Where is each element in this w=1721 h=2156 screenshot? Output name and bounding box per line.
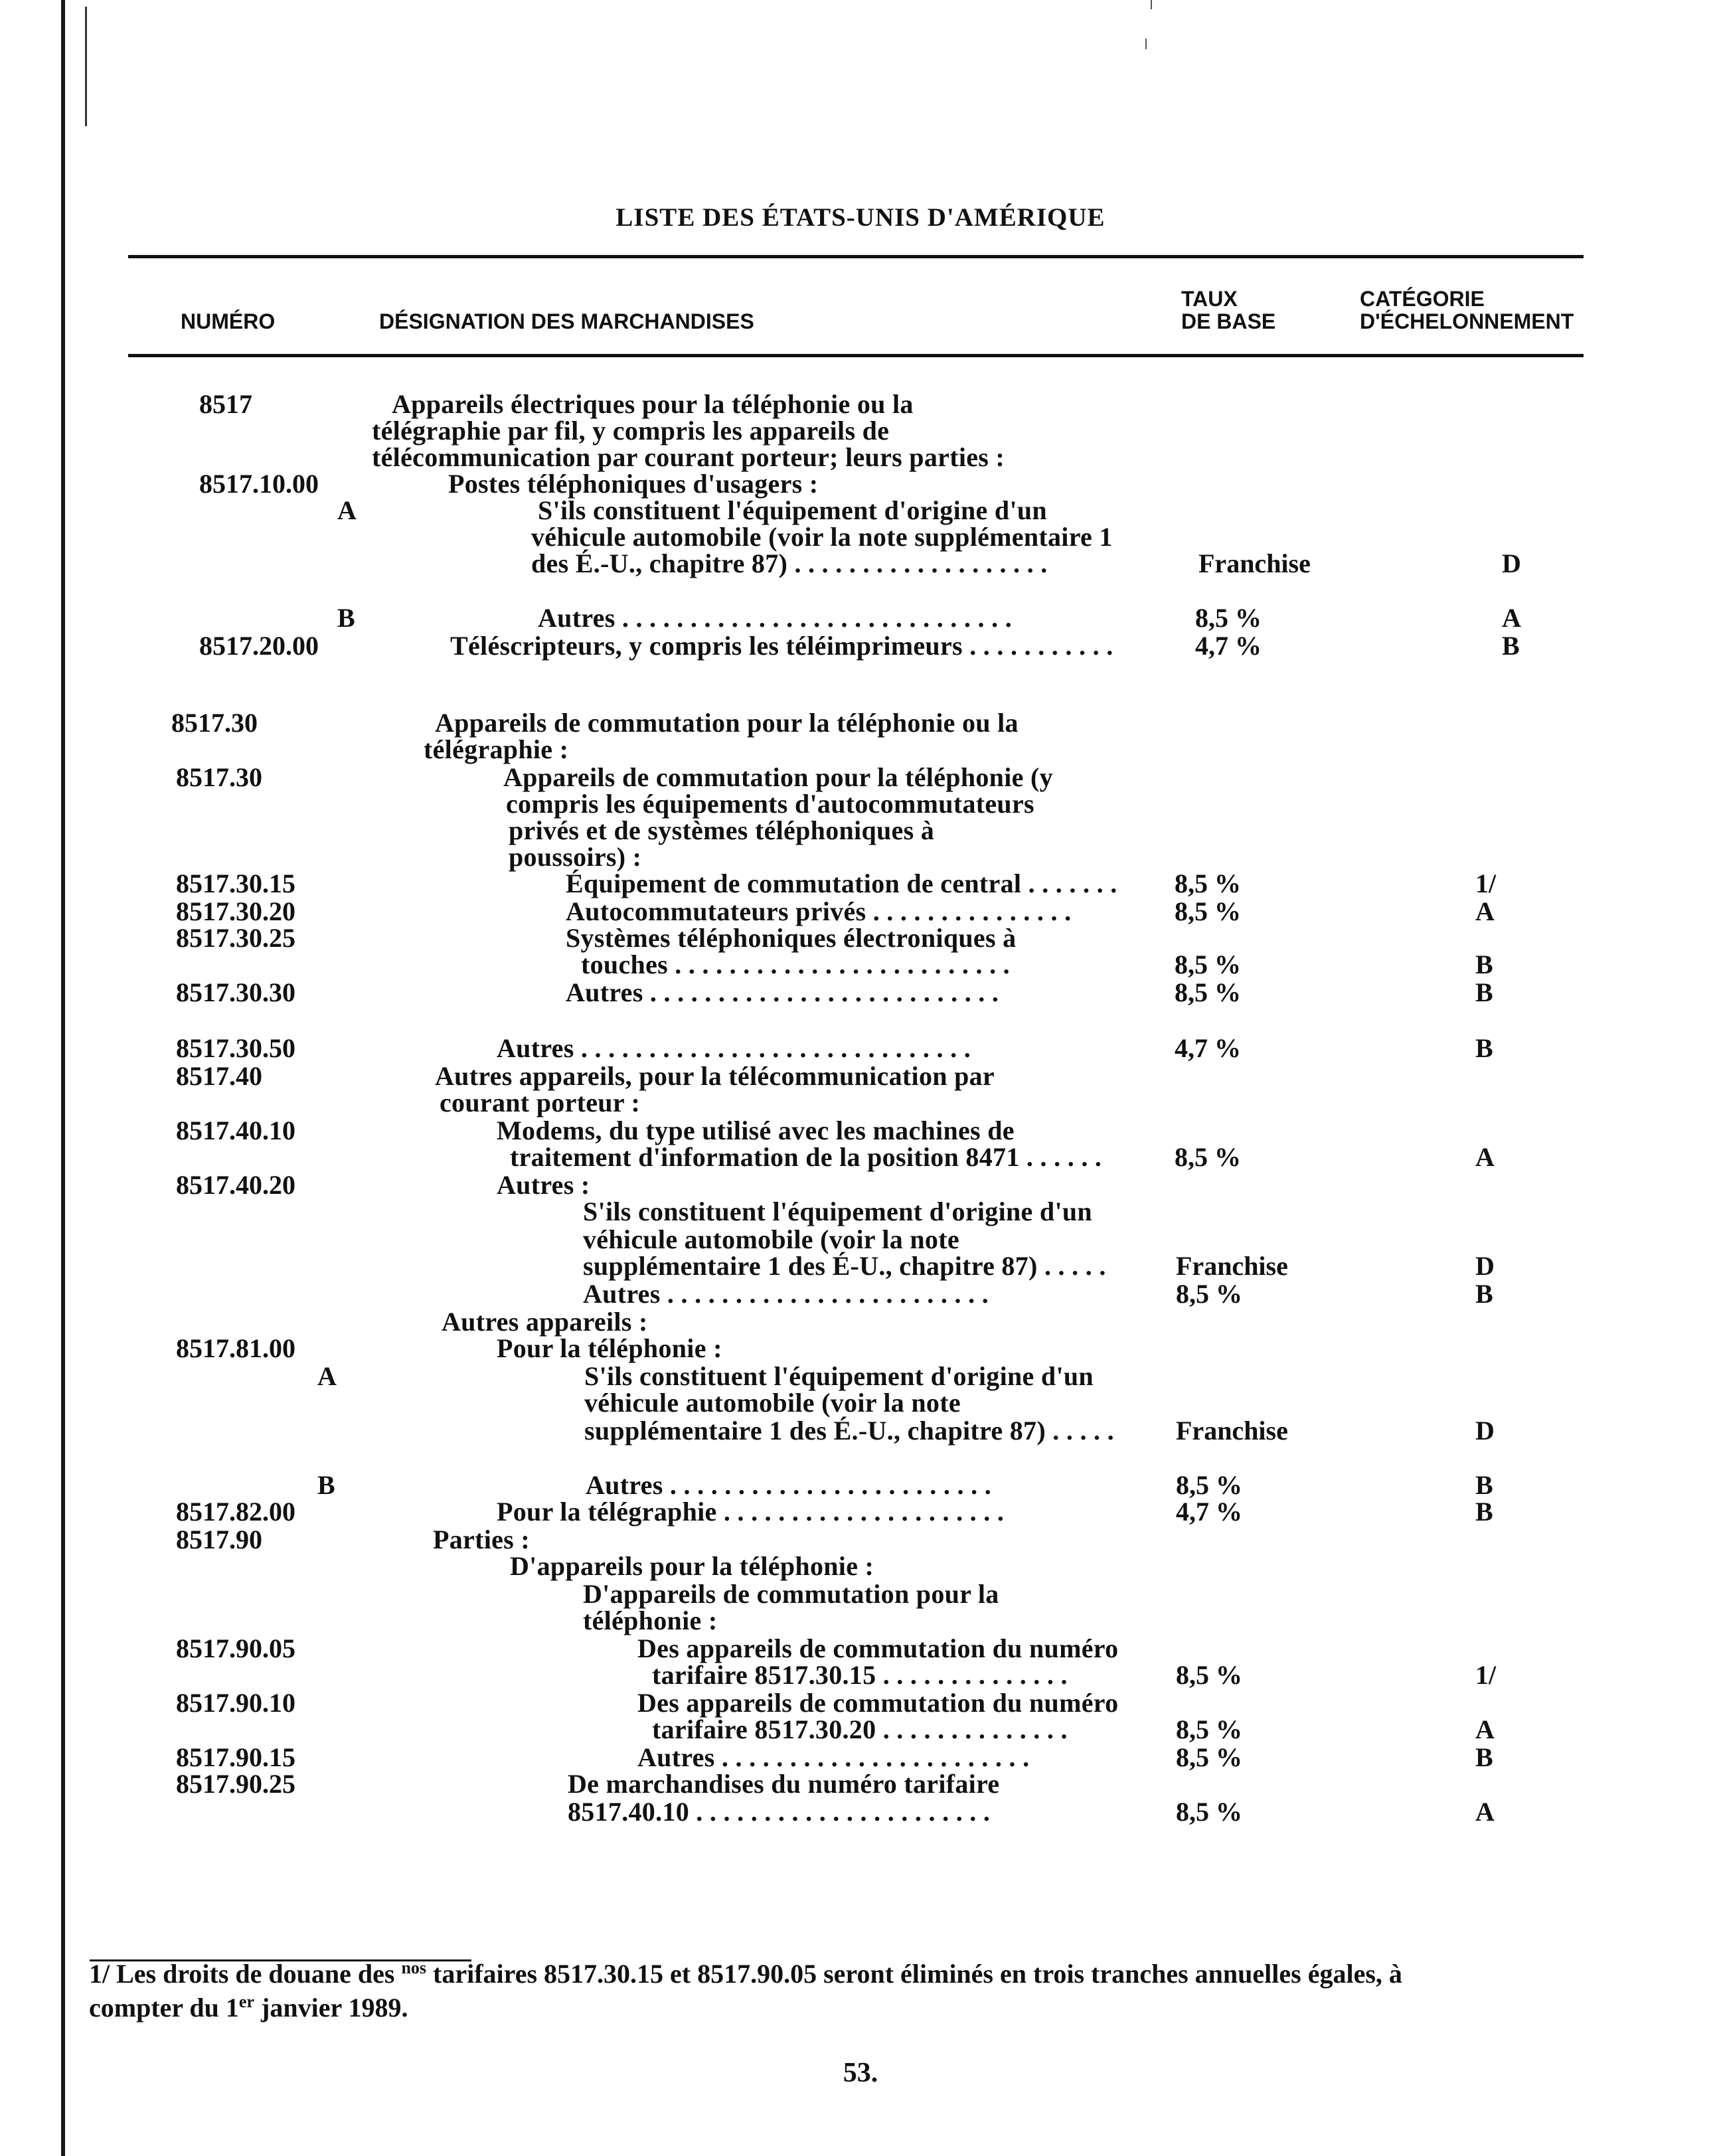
tariff-number: 8517.40.10 bbox=[176, 1116, 295, 1145]
footnote-superscript: er bbox=[238, 1992, 255, 2011]
base-rate: 8,5 % bbox=[1175, 1142, 1241, 1172]
footnote bbox=[89, 1959, 1550, 2027]
base-rate: 8,5 % bbox=[1175, 869, 1241, 898]
base-rate: 4,7 % bbox=[1175, 1033, 1241, 1063]
goods-description: Autres . . . . . . . . . . . . . . . . . . . . . . . . bbox=[583, 1279, 989, 1309]
base-rate: 8,5 % bbox=[1176, 1279, 1242, 1309]
goods-description: compris les équipements d'autocommutateurs bbox=[506, 789, 1034, 819]
goods-description: Systèmes téléphoniques électroniques à bbox=[566, 923, 1017, 953]
header-taux-line2: DE BASE bbox=[1181, 309, 1276, 333]
goods-description: poussoirs) : bbox=[509, 842, 642, 872]
tariff-number: 8517.30.25 bbox=[176, 923, 295, 953]
staging-category: B bbox=[1475, 950, 1493, 979]
tariff-number: 8517.90 bbox=[176, 1525, 262, 1554]
base-rate: 4,7 % bbox=[1195, 631, 1262, 661]
goods-description: véhicule automobile (voir la note bbox=[583, 1224, 959, 1254]
goods-description: véhicule automobile (voir la note bbox=[584, 1388, 961, 1418]
goods-description: Pour la téléphonie : bbox=[497, 1333, 722, 1363]
tariff-number: 8517.10.00 bbox=[199, 469, 319, 499]
staging-category: 1/ bbox=[1475, 1660, 1497, 1690]
base-rate: 8,5 % bbox=[1195, 603, 1262, 633]
goods-description: 8517.40.10 . . . . . . . . . . . . . . . . . . . . . . bbox=[568, 1797, 991, 1827]
scan-mark bbox=[1151, 0, 1152, 9]
base-rate: 8,5 % bbox=[1176, 1797, 1242, 1827]
goods-description: Autres appareils : bbox=[442, 1307, 648, 1337]
header-categorie-line1: CATÉGORIE bbox=[1360, 287, 1485, 311]
header-categorie-line2: D'ÉCHELONNEMENT bbox=[1360, 309, 1574, 333]
staging-category: A bbox=[1475, 1797, 1495, 1827]
goods-description: supplémentaire 1 des É.-U., chapitre 87) . . . . . bbox=[584, 1416, 1114, 1446]
footnote-superscript: nos bbox=[401, 1958, 427, 1977]
goods-description: S'ils constituent l'équipement d'origine d'un bbox=[583, 1197, 1092, 1226]
goods-description: Autres . . . . . . . . . . . . . . . . . . . . . . . . . . . . . bbox=[538, 603, 1013, 633]
tariff-number: 8517.40 bbox=[176, 1061, 262, 1091]
staging-category: A bbox=[1502, 603, 1521, 633]
base-rate: 8,5 % bbox=[1176, 1742, 1242, 1772]
goods-description: Postes téléphoniques d'usagers : bbox=[448, 469, 819, 499]
tariff-number: 8517 bbox=[199, 389, 252, 419]
goods-description: Modems, du type utilisé avec les machines de bbox=[497, 1116, 1015, 1145]
goods-description: Autres . . . . . . . . . . . . . . . . . . . . . . . bbox=[637, 1742, 1030, 1772]
staging-category: D bbox=[1502, 548, 1521, 578]
goods-description: télécommunication par courant porteur; leurs parties : bbox=[372, 442, 1005, 472]
base-rate: 8,5 % bbox=[1175, 896, 1241, 926]
footnote-marker: 1/ bbox=[89, 1959, 110, 1989]
staging-category: A bbox=[1475, 1142, 1495, 1172]
goods-description: Pour la télégraphie . . . . . . . . . . . . . . . . . . . . . bbox=[497, 1497, 1005, 1527]
goods-description: D'appareils de commutation pour la bbox=[583, 1579, 999, 1609]
tariff-number: 8517.30 bbox=[171, 708, 258, 738]
footnote-text: janvier 1989. bbox=[261, 1993, 408, 2023]
tariff-number: 8517.90.10 bbox=[176, 1688, 295, 1718]
tariff-number: B bbox=[317, 1470, 335, 1500]
goods-description: Autres . . . . . . . . . . . . . . . . . . . . . . . . . . bbox=[566, 977, 999, 1007]
base-rate: 8,5 % bbox=[1175, 950, 1241, 979]
header-taux-line1: TAUX bbox=[1181, 287, 1238, 311]
staging-category: A bbox=[1475, 1714, 1495, 1744]
staging-category: B bbox=[1475, 1470, 1493, 1500]
base-rate: 8,5 % bbox=[1175, 977, 1241, 1007]
tariff-number: 8517.30.20 bbox=[176, 896, 295, 926]
goods-description: privés et de systèmes téléphoniques à bbox=[509, 815, 935, 845]
goods-description: Équipement de commutation de central . . . . . . . bbox=[566, 869, 1117, 898]
goods-description: Appareils de commutation pour la téléphonie (y bbox=[503, 762, 1053, 792]
goods-description: S'ils constituent l'équipement d'origine d'un bbox=[584, 1361, 1094, 1391]
base-rate: 4,7 % bbox=[1176, 1497, 1242, 1527]
goods-description: Des appareils de commutation du numéro bbox=[637, 1633, 1119, 1663]
staging-category: 1/ bbox=[1475, 869, 1497, 898]
tariff-number: 8517.90.15 bbox=[176, 1742, 295, 1772]
footnote-text: tarifaires 8517.30.15 et 8517.90.05 seront éliminés en trois tranches annuelles égales, à bbox=[433, 1959, 1402, 1989]
staging-category: D bbox=[1475, 1251, 1495, 1281]
tariff-number: 8517.90.05 bbox=[176, 1633, 295, 1663]
header-numero: NUMÉRO bbox=[181, 309, 276, 333]
staging-category: B bbox=[1475, 1742, 1493, 1772]
goods-description: télégraphie par fil, y compris les appareils de bbox=[372, 416, 890, 446]
tariff-number: 8517.20.00 bbox=[199, 631, 319, 661]
tariff-number: 8517.40.20 bbox=[176, 1170, 295, 1200]
goods-description: des É.-U., chapitre 87) . . . . . . . . . . . . . . . . . . . bbox=[531, 548, 1048, 578]
tariff-number: A bbox=[317, 1361, 337, 1391]
tariff-number: 8517.81.00 bbox=[176, 1333, 295, 1363]
goods-description: Appareils de commutation pour la téléphonie ou la bbox=[435, 708, 1019, 738]
goods-description: De marchandises du numéro tarifaire bbox=[568, 1769, 1000, 1799]
goods-description: véhicule automobile (voir la note supplémentaire 1 bbox=[531, 522, 1113, 552]
staging-category: D bbox=[1475, 1416, 1495, 1446]
goods-description: Parties : bbox=[433, 1525, 530, 1554]
staging-category: B bbox=[1475, 977, 1493, 1007]
goods-description: Autres . . . . . . . . . . . . . . . . . . . . . . . . bbox=[586, 1470, 992, 1500]
tariff-number: A bbox=[337, 495, 357, 525]
header-top-rule bbox=[128, 255, 1584, 258]
document-title: LISTE DES ÉTATS-UNIS D'AMÉRIQUE bbox=[615, 203, 1106, 232]
base-rate: 8,5 % bbox=[1176, 1470, 1242, 1500]
goods-description: traitement d'information de la position 8471 . . . . . . bbox=[510, 1142, 1102, 1172]
header-designation: DÉSIGNATION DES MARCHANDISES bbox=[379, 309, 754, 333]
goods-description: S'ils constituent l'équipement d'origine d'un bbox=[538, 495, 1047, 525]
tariff-number: 8517.30 bbox=[176, 762, 262, 792]
goods-description: D'appareils pour la téléphonie : bbox=[510, 1551, 874, 1581]
footnote-text: Les droits de douane des bbox=[116, 1959, 395, 1989]
tariff-number: 8517.30.15 bbox=[176, 869, 295, 898]
goods-description: Autres appareils, pour la télécommunication par bbox=[435, 1061, 995, 1091]
tariff-number: 8517.30.30 bbox=[176, 977, 295, 1007]
goods-description: téléphonie : bbox=[583, 1606, 718, 1635]
left-margin-mark bbox=[85, 7, 87, 126]
staging-category: B bbox=[1475, 1279, 1493, 1309]
staging-category: B bbox=[1475, 1033, 1493, 1063]
header-bottom-rule bbox=[128, 354, 1584, 357]
tariff-number: 8517.30.50 bbox=[176, 1033, 295, 1063]
base-rate: Franchise bbox=[1198, 548, 1311, 578]
base-rate: 8,5 % bbox=[1176, 1660, 1242, 1690]
page-number: 53. bbox=[843, 2058, 878, 2088]
tariff-number: 8517.82.00 bbox=[176, 1497, 295, 1527]
goods-description: Autres : bbox=[497, 1170, 590, 1200]
base-rate: Franchise bbox=[1176, 1416, 1288, 1446]
goods-description: touches . . . . . . . . . . . . . . . . . . . . . . . . . bbox=[581, 950, 1010, 979]
base-rate: 8,5 % bbox=[1176, 1714, 1242, 1744]
goods-description: courant porteur : bbox=[440, 1088, 641, 1118]
goods-description: Autocommutateurs privés . . . . . . . . . . . . . . . bbox=[566, 896, 1072, 926]
goods-description: Des appareils de commutation du numéro bbox=[637, 1688, 1119, 1718]
goods-description: Téléscripteurs, y compris les téléimprimeurs . . . . . . . . . . . bbox=[450, 631, 1113, 661]
scan-mark bbox=[1145, 39, 1147, 49]
goods-description: tarifaire 8517.30.15 . . . . . . . . . . . . . . bbox=[652, 1660, 1068, 1690]
footnote-text: compter du 1 bbox=[89, 1993, 239, 2023]
goods-description: Autres . . . . . . . . . . . . . . . . . . . . . . . . . . . . . bbox=[497, 1033, 971, 1063]
tariff-number: 8517.90.25 bbox=[176, 1769, 295, 1799]
staging-category: B bbox=[1475, 1497, 1493, 1527]
left-margin-line bbox=[61, 0, 65, 2156]
tariff-number: B bbox=[337, 603, 355, 633]
base-rate: Franchise bbox=[1176, 1251, 1288, 1281]
goods-description: tarifaire 8517.30.20 . . . . . . . . . . . . . . bbox=[652, 1714, 1068, 1744]
staging-category: B bbox=[1502, 631, 1520, 661]
goods-description: Appareils électriques pour la téléphonie ou la bbox=[392, 389, 914, 419]
goods-description: supplémentaire 1 des É-U., chapitre 87) . . . . . bbox=[583, 1251, 1106, 1281]
goods-description: télégraphie : bbox=[424, 734, 569, 764]
staging-category: A bbox=[1475, 896, 1495, 926]
